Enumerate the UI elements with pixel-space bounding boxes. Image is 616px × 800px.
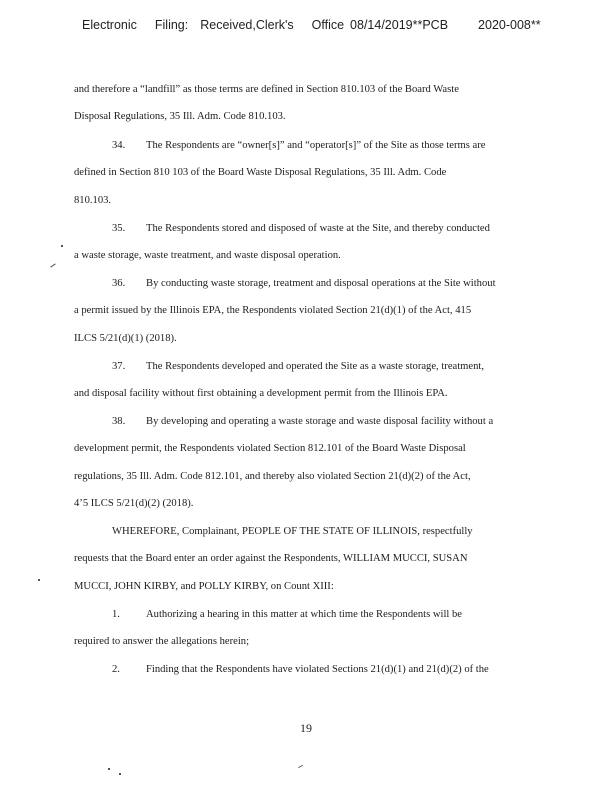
list-number: 2. — [112, 664, 120, 675]
body-line: Disposal Regulations, 35 Ill. Adm. Code 810.103. — [74, 111, 286, 122]
body-line: requests that the Board enter an order against the Respondents, WILLIAM MUCCI, SUSAN — [74, 553, 468, 564]
body-line: The Respondents developed and operated the Site as a waste storage, treatment, — [146, 361, 485, 372]
body-line: 4’5 ILCS 5/21(d)(2) (2018). — [74, 498, 194, 509]
wherefore-line: WHEREFORE, Complainant, PEOPLE OF THE STATE OF ILLINOIS, respectfully — [112, 526, 473, 537]
paragraph-number: 37. — [112, 361, 126, 372]
paragraph-number: 35. — [112, 223, 126, 234]
paragraph-number: 36. — [112, 278, 126, 289]
body-line: Authorizing a hearing in this matter at which time the Respondents will be — [146, 609, 462, 620]
body-line: and disposal facility without first obtaining a development permit from the Illinois EPA. — [74, 388, 448, 399]
list-number: 1. — [112, 609, 120, 620]
electronic-filing-header — [82, 18, 541, 32]
paragraph-number: 38. — [112, 416, 126, 427]
body-line: MUCCI, JOHN KIRBY, and POLLY KIRBY, on Count XIII: — [74, 581, 334, 592]
body-line: development permit, the Respondents violated Section 812.101 of the Board Waste Disposal — [74, 443, 466, 454]
header-date: 08/14/2019**PCB — [350, 18, 449, 32]
page-number: 19 — [300, 721, 312, 735]
body-line: The Respondents are “owner[s]” and “operator[s]” of the Site as those terms are — [146, 140, 486, 151]
body-line: defined in Section 810 103 of the Board Waste Disposal Regulations, 35 Ill. Adm. Code — [74, 167, 447, 178]
body-line: ILCS 5/21(d)(1) (2018). — [74, 333, 177, 344]
header-docket: 2020-008** — [478, 18, 541, 32]
scan-speck — [108, 768, 110, 770]
body-line: By conducting waste storage, treatment and disposal operations at the Site without — [146, 278, 496, 289]
body-line: 810.103. — [74, 195, 112, 206]
header-electronic: Electronic — [82, 18, 137, 32]
body-line: a waste storage, waste treatment, and waste disposal operation. — [74, 250, 341, 261]
scan-speck — [119, 773, 121, 775]
header-received: Received,Clerk's — [200, 18, 294, 32]
header-office: Office — [311, 18, 345, 32]
paragraph-number: 34. — [112, 140, 126, 151]
body-line: regulations, 35 Ill. Adm. Code 812.101, and thereby also violated Section 21(d)(2) of the Act, — [74, 471, 471, 482]
scan-speck — [61, 245, 63, 247]
body-line: By developing and operating a waste storage and waste disposal facility without a — [146, 416, 494, 427]
body-line: Finding that the Respondents have violated Sections 21(d)(1) and 21(d)(2) of the — [146, 664, 489, 675]
scan-speck — [298, 765, 303, 768]
header-filing: Filing: — [154, 18, 189, 32]
body-line: a permit issued by the Illinois EPA, the Respondents violated Section 21(d)(1) of the Act, 415 — [74, 305, 472, 316]
scan-speck — [38, 579, 40, 581]
body-line: required to answer the allegations herein; — [74, 636, 250, 647]
body-line: and therefore a “landfill” as those terms are defined in Section 810.103 of the Board Waste — [74, 84, 459, 95]
scan-speck — [50, 263, 55, 267]
body-line: The Respondents stored and disposed of waste at the Site, and thereby conducted — [146, 223, 490, 234]
